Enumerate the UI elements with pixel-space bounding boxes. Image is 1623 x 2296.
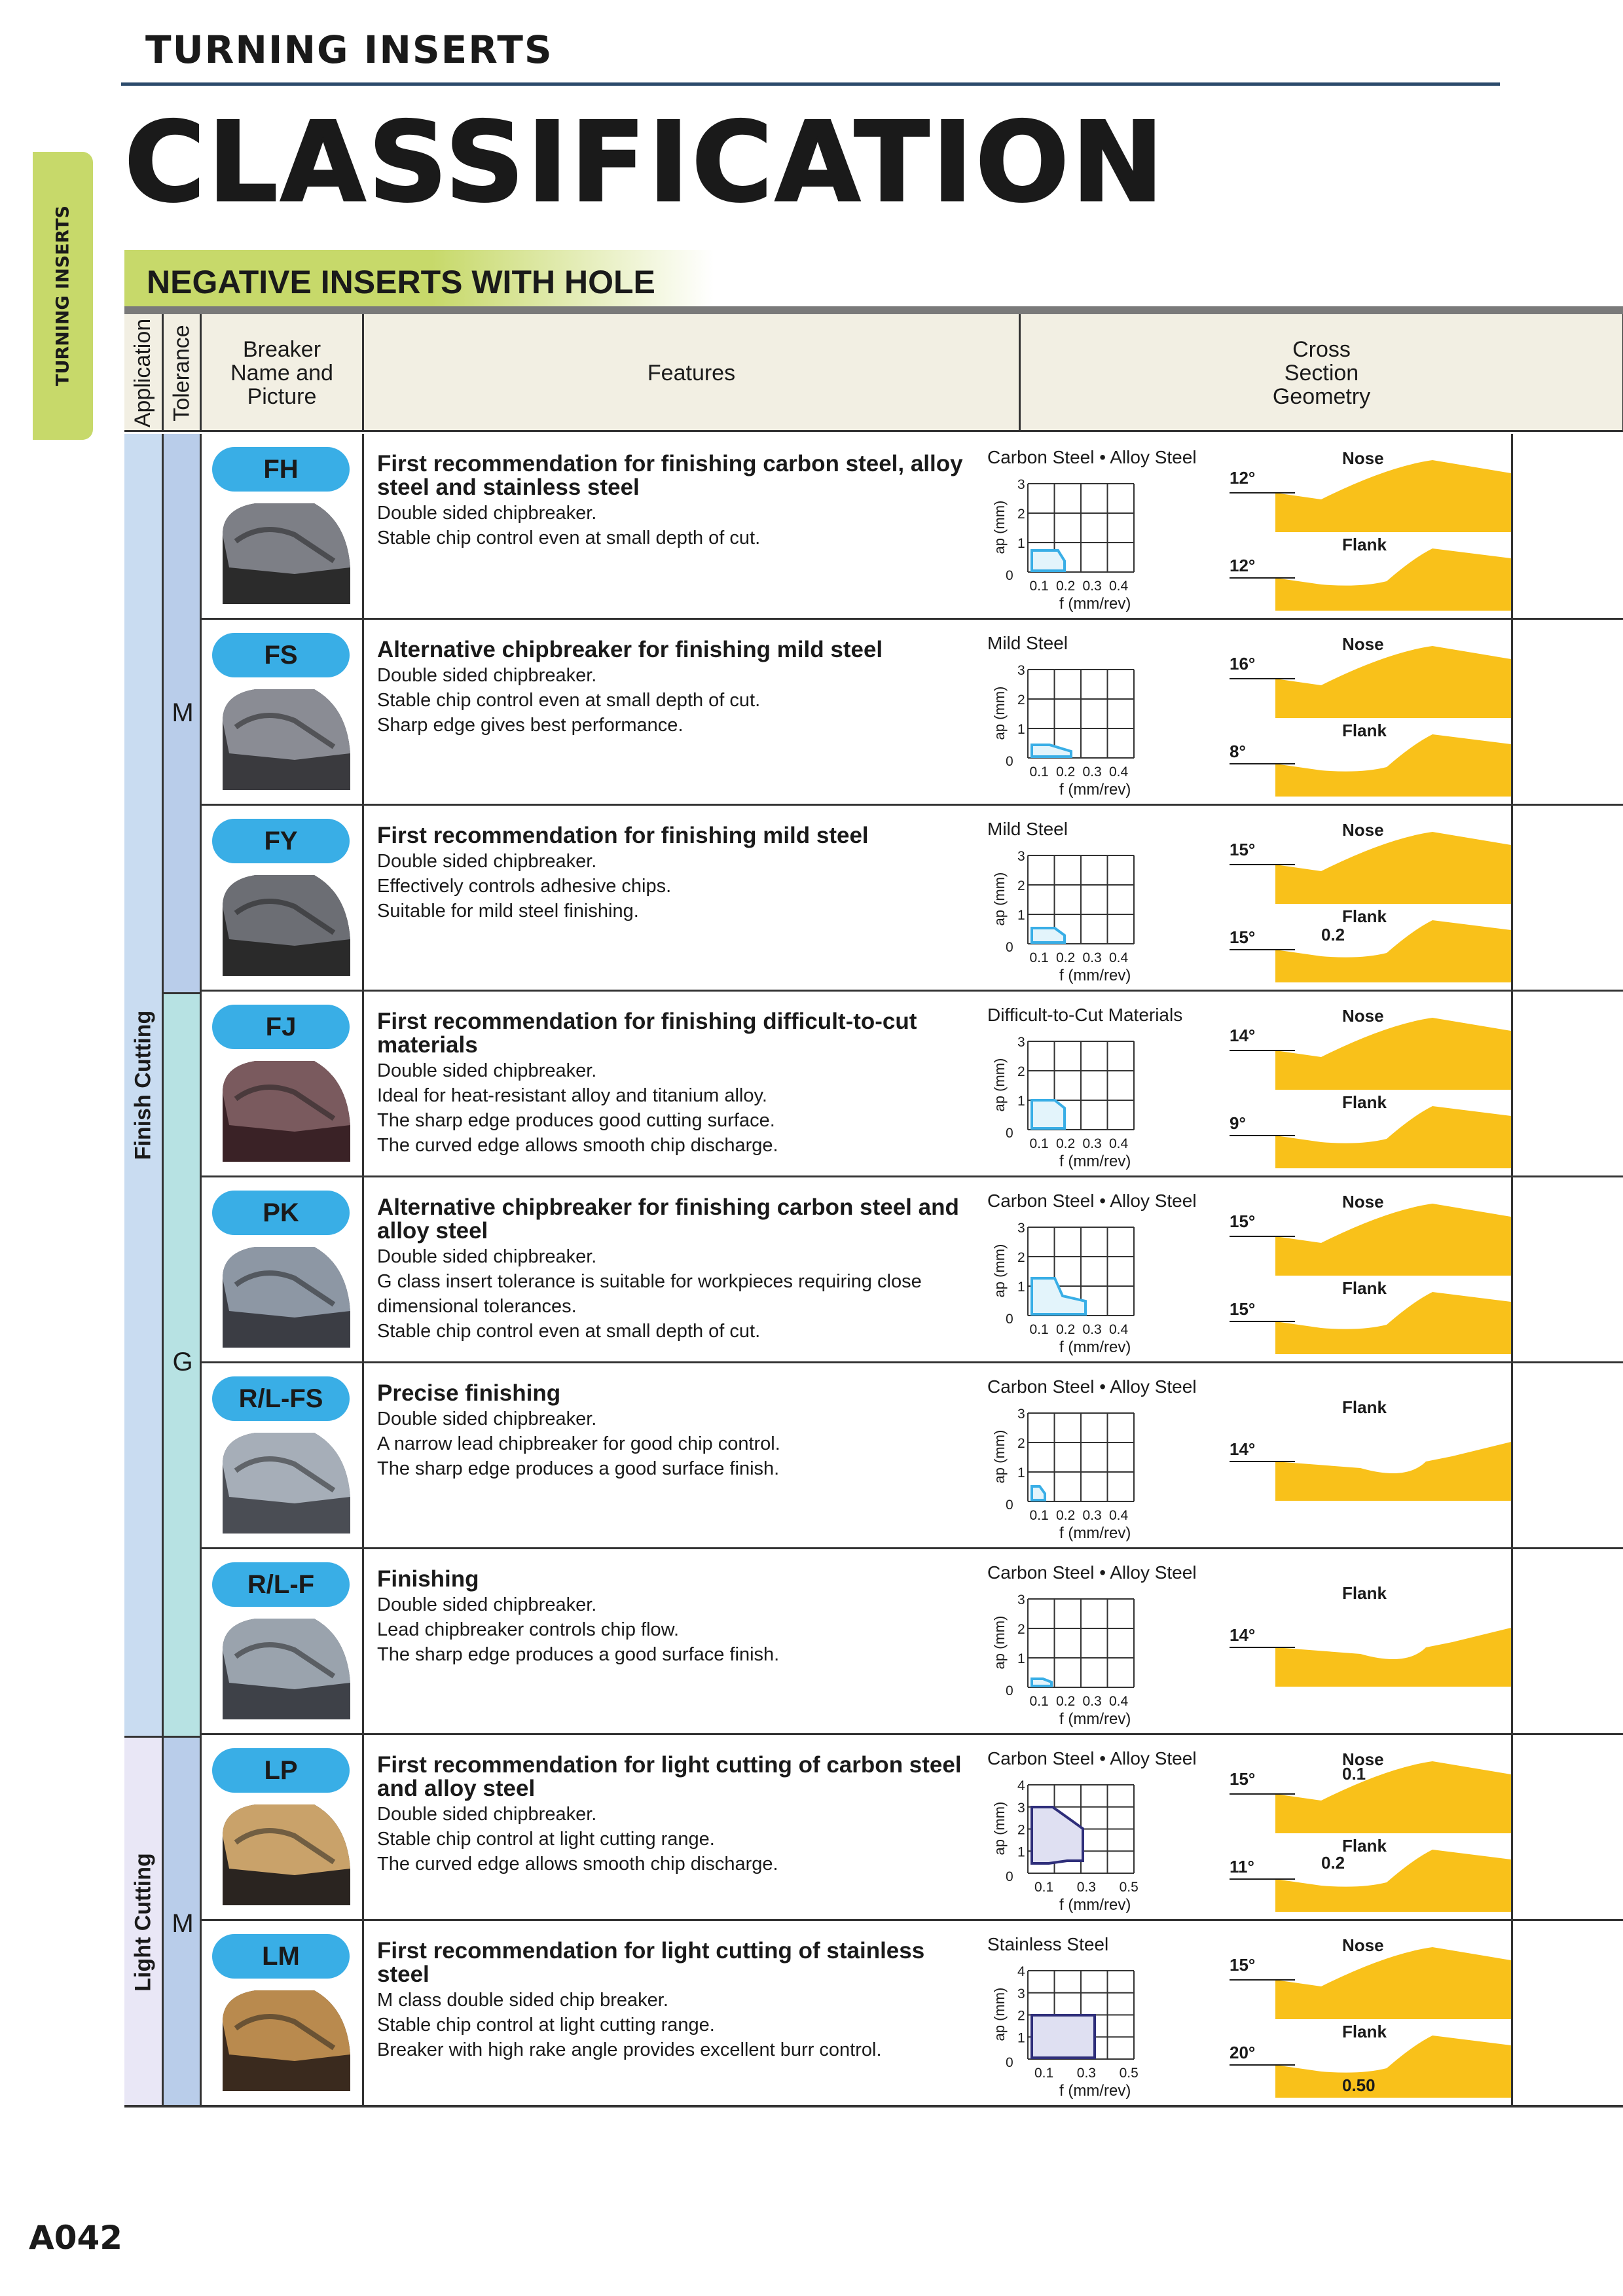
- ap-axis-label: ap (mm): [991, 1429, 1008, 1484]
- nose-angle: 14°: [1230, 1026, 1256, 1045]
- feature-line: Double sided chipbreaker.: [377, 1246, 597, 1267]
- f-axis-label: f (mm/rev): [1059, 1710, 1131, 1728]
- f-axis-label: f (mm/rev): [1059, 595, 1131, 613]
- nose-label: Nose: [1342, 820, 1384, 840]
- cross-section-geometry: [1190, 1742, 1511, 1912]
- breaker-row: [202, 806, 1623, 992]
- chip-control-graph: [987, 1393, 1184, 1551]
- f-tick: 0.1: [1029, 1322, 1049, 1337]
- ap-axis-label: ap (mm): [991, 1801, 1008, 1856]
- f-tick: 0.1: [1034, 1880, 1054, 1895]
- feature-line: The curved edge allows smooth chip discharge.: [377, 1135, 778, 1156]
- flank-label: Flank: [1342, 1092, 1387, 1112]
- feature-line: Double sided chipbreaker.: [377, 503, 597, 524]
- f-axis-label: f (mm/rev): [1059, 1896, 1131, 1914]
- graph-zero: 0: [1006, 568, 1013, 583]
- feature-title: First recommendation for finishing carbon steel, alloy steel and stainless steel: [377, 451, 963, 500]
- flank-profile: [1275, 1628, 1511, 1687]
- insert-picture: [216, 1239, 354, 1348]
- f-tick: 0.2: [1056, 764, 1076, 780]
- nose-profile: [1275, 832, 1511, 904]
- feature-line: Double sided chipbreaker.: [377, 665, 597, 686]
- flank-dimension: 0.2: [1321, 1853, 1345, 1873]
- tol-g-cell: [164, 992, 202, 1736]
- header-rule: [121, 82, 1500, 86]
- f-tick: 0.3: [1082, 579, 1102, 594]
- header-tolerance: Tolerance: [164, 314, 202, 432]
- chip-control-area: [1032, 1100, 1065, 1128]
- chip-control-graph: [987, 1579, 1184, 1736]
- material-label: Carbon Steel • Alloy Steel: [987, 1376, 1197, 1397]
- app-finish-cell: [124, 434, 164, 1736]
- nose-profile: [1275, 1947, 1511, 2019]
- graph-zero: 0: [1006, 1498, 1013, 1513]
- flank-label: Flank: [1342, 2022, 1387, 2041]
- feature-line: Double sided chipbreaker.: [377, 1804, 597, 1825]
- feature-line: dimensional tolerances.: [377, 1296, 577, 1317]
- f-tick: 0.4: [1109, 579, 1129, 594]
- breaker-row: [202, 1735, 1623, 1921]
- feature-line: M class double sided chip breaker.: [377, 1990, 668, 2011]
- subsection-title: NEGATIVE INSERTS WITH HOLE: [147, 264, 655, 300]
- graph-zero: 0: [1006, 2055, 1013, 2070]
- material-label: Carbon Steel • Alloy Steel: [987, 447, 1197, 467]
- nose-dimension: 0.50: [1342, 2075, 1376, 2095]
- chip-control-area: [1032, 1486, 1045, 1500]
- feature-list: [377, 849, 966, 924]
- ap-axis-label: ap (mm): [991, 686, 1008, 740]
- flank-profile: [1275, 734, 1511, 797]
- graph-zero: 0: [1006, 1126, 1013, 1141]
- ap-tick: 2: [1017, 507, 1025, 522]
- ap-tick: 3: [1017, 1035, 1025, 1050]
- breaker-name-pill[interactable]: FY: [212, 819, 350, 863]
- nose-angle: 15°: [1230, 1955, 1256, 1975]
- chip-control-graph: [987, 650, 1184, 807]
- feature-title: Alternative chipbreaker for finishing carbon steel and alloy steel: [377, 1194, 959, 1244]
- f-tick: 0.3: [1082, 1136, 1102, 1151]
- tol-g-label: G: [172, 1348, 193, 1376]
- ap-axis-label: ap (mm): [991, 500, 1008, 554]
- f-tick: 0.2: [1056, 1322, 1076, 1337]
- nose-angle: 15°: [1230, 1769, 1256, 1789]
- ap-tick: 2: [1017, 1250, 1025, 1265]
- feature-title: First recommendation for finishing difficult-to-cut materials: [377, 1009, 917, 1058]
- section-title: TURNING INSERTS: [145, 27, 553, 72]
- cross-section-geometry: [1190, 812, 1511, 982]
- breaker-row: [202, 434, 1623, 620]
- f-tick: 0.3: [1076, 1880, 1097, 1895]
- f-tick: 0.4: [1109, 1322, 1129, 1337]
- f-axis-label: f (mm/rev): [1059, 781, 1131, 798]
- ap-tick: 1: [1017, 1651, 1025, 1666]
- material-label: Carbon Steel • Alloy Steel: [987, 1748, 1197, 1768]
- chip-control-graph: [987, 464, 1184, 621]
- feature-title: First recommendation for finishing mild steel: [377, 823, 869, 848]
- f-tick: 0.3: [1082, 1508, 1102, 1523]
- ap-tick: 3: [1017, 849, 1025, 864]
- f-tick: 0.4: [1109, 1136, 1129, 1151]
- feature-line: Stable chip control even at small depth of cut.: [377, 1321, 761, 1342]
- material-label: Carbon Steel • Alloy Steel: [987, 1562, 1197, 1583]
- insert-picture: [216, 1053, 354, 1162]
- graph-zero: 0: [1006, 754, 1013, 769]
- feature-line: Suitable for mild steel finishing.: [377, 901, 639, 922]
- flank-angle: 15°: [1230, 927, 1256, 947]
- feature-line: Lead chipbreaker controls chip flow.: [377, 1619, 680, 1640]
- breaker-row: [202, 1363, 1623, 1549]
- page-title: CLASSIFICATION: [124, 98, 1167, 226]
- feature-title: First recommendation for light cutting of carbon steel and alloy steel: [377, 1752, 962, 1801]
- chip-control-graph: [987, 1951, 1184, 2108]
- ap-axis-label: ap (mm): [991, 1987, 1008, 2041]
- chip-control-area: [1032, 2015, 1095, 2058]
- feature-title: Finishing: [377, 1566, 479, 1592]
- app-light-cell: [124, 1736, 164, 2107]
- cross-section-geometry: [1190, 998, 1511, 1168]
- f-tick: 0.4: [1109, 1694, 1129, 1709]
- ap-tick: 1: [1017, 1844, 1025, 1860]
- table-bottom-rule: [124, 2105, 1623, 2108]
- breaker-name-pill[interactable]: R/L-FS: [212, 1376, 350, 1421]
- ap-tick: 1: [1017, 2030, 1025, 2046]
- feature-list: [377, 1592, 966, 1667]
- flank-profile: [1275, 1106, 1511, 1168]
- ap-tick: 2: [1017, 878, 1025, 893]
- flank-profile: [1275, 548, 1511, 611]
- breaker-row: [202, 620, 1623, 806]
- f-tick: 0.2: [1056, 579, 1076, 594]
- ap-tick: 1: [1017, 722, 1025, 737]
- side-tab[interactable]: [33, 152, 93, 440]
- ap-tick: 3: [1017, 1221, 1025, 1236]
- graph-zero: 0: [1006, 1683, 1013, 1698]
- chip-control-area: [1032, 745, 1071, 757]
- f-tick: 0.1: [1029, 1508, 1049, 1523]
- nose-angle: 15°: [1230, 1211, 1256, 1231]
- ap-tick: 1: [1017, 1280, 1025, 1295]
- ap-tick: 1: [1017, 1094, 1025, 1109]
- tol-m2-cell: [164, 1736, 202, 2107]
- breaker-row: [202, 992, 1623, 1177]
- breaker-row: [202, 1177, 1623, 1363]
- ap-tick: 1: [1017, 536, 1025, 551]
- feature-line: The curved edge allows smooth chip discharge.: [377, 1854, 778, 1874]
- feature-list: [377, 1058, 966, 1158]
- f-tick: 0.2: [1056, 1694, 1076, 1709]
- feature-line: Stable chip control even at small depth of cut.: [377, 690, 761, 711]
- insert-picture: [216, 1425, 354, 1534]
- nose-angle: 12°: [1230, 468, 1256, 488]
- f-tick: 0.1: [1034, 2066, 1054, 2081]
- graph-zero: 0: [1006, 940, 1013, 955]
- feature-line: Double sided chipbreaker.: [377, 851, 597, 872]
- feature-line: Double sided chipbreaker.: [377, 1594, 597, 1615]
- flank-angle: 12°: [1230, 556, 1256, 575]
- header-application: Application: [124, 314, 164, 432]
- chip-control-area: [1032, 1679, 1051, 1686]
- ap-tick: 2: [1017, 692, 1025, 708]
- header-cross-section: Cross Section Geometry: [1021, 314, 1623, 432]
- material-label: Stainless Steel: [987, 1934, 1109, 1954]
- subsection-bar: [124, 250, 1623, 309]
- feature-line: Double sided chipbreaker.: [377, 1060, 597, 1081]
- cross-section-geometry: [1190, 440, 1511, 611]
- feature-line: The sharp edge produces a good surface finish.: [377, 1644, 780, 1665]
- f-axis-label: f (mm/rev): [1059, 1524, 1131, 1542]
- ap-axis-label: ap (mm): [991, 1244, 1008, 1298]
- chip-control-area: [1032, 550, 1065, 571]
- f-axis-label: f (mm/rev): [1059, 967, 1131, 984]
- nose-profile: [1275, 1204, 1511, 1276]
- flank-label: Flank: [1342, 1278, 1387, 1298]
- side-tab-label: TURNING INSERTS: [52, 206, 73, 386]
- ap-tick: 3: [1017, 663, 1025, 678]
- flank-profile: [1275, 2036, 1511, 2098]
- ap-tick: 3: [1017, 477, 1025, 492]
- feature-line: The sharp edge produces a good surface finish.: [377, 1458, 780, 1479]
- ap-tick: 2: [1017, 1064, 1025, 1079]
- insert-picture: [216, 1797, 354, 1905]
- insert-picture: [216, 1982, 354, 2091]
- feature-line: The sharp edge produces good cutting surface.: [377, 1110, 775, 1131]
- flank-angle: 20°: [1230, 2043, 1256, 2062]
- nose-label: Nose: [1342, 1006, 1384, 1026]
- nose-profile: [1275, 460, 1511, 532]
- feature-line: Ideal for heat-resistant alloy and titanium alloy.: [377, 1085, 767, 1106]
- table-header: [124, 314, 1623, 432]
- cross-section-geometry: [1190, 1556, 1511, 1726]
- flank-label: Flank: [1342, 1583, 1387, 1603]
- ap-tick: 1: [1017, 1465, 1025, 1480]
- ap-tick: 2: [1017, 1822, 1025, 1838]
- feature-list: [377, 1244, 966, 1344]
- feature-line: Breaker with high rake angle provides excellent burr control.: [377, 2039, 882, 2060]
- tol-m2-label: M: [172, 1909, 194, 1938]
- f-tick: 0.4: [1109, 950, 1129, 965]
- f-tick: 0.3: [1076, 2066, 1097, 2081]
- ap-tick: 2: [1017, 1622, 1025, 1637]
- f-axis-label: f (mm/rev): [1059, 1338, 1131, 1356]
- flank-angle: 14°: [1230, 1625, 1256, 1645]
- insert-picture: [216, 867, 354, 976]
- ap-tick: 1: [1017, 908, 1025, 923]
- flank-label: Flank: [1342, 1397, 1387, 1417]
- ap-tick: 3: [1017, 1407, 1025, 1422]
- graph-zero: 0: [1006, 1869, 1013, 1884]
- flank-label: Flank: [1342, 1836, 1387, 1856]
- flank-angle: 11°: [1230, 1857, 1254, 1876]
- breaker-name-pill[interactable]: FH: [212, 447, 350, 492]
- ap-tick: 4: [1017, 1778, 1025, 1793]
- flank-label: Flank: [1342, 906, 1387, 926]
- chip-control-graph: [987, 1022, 1184, 1179]
- flank-label: Flank: [1342, 535, 1387, 554]
- f-tick: 0.3: [1082, 1694, 1102, 1709]
- flank-angle: 14°: [1230, 1439, 1256, 1459]
- breaker-name-pill[interactable]: PK: [212, 1191, 350, 1235]
- header-features: Features: [364, 314, 1021, 432]
- f-tick: 0.2: [1056, 1508, 1076, 1523]
- tol-m-label: M: [172, 698, 194, 727]
- ap-tick: 3: [1017, 1800, 1025, 1816]
- feature-line: G class insert tolerance is suitable for workpieces requiring close: [377, 1271, 922, 1292]
- f-tick: 0.3: [1082, 950, 1102, 965]
- breaker-row: [202, 1921, 1623, 2107]
- flank-profile: [1275, 1850, 1511, 1912]
- flank-profile: [1275, 1292, 1511, 1354]
- f-tick: 0.1: [1029, 1694, 1049, 1709]
- ap-tick: 4: [1017, 1964, 1025, 1979]
- ap-axis-label: ap (mm): [991, 1615, 1008, 1670]
- chip-control-area: [1032, 928, 1065, 942]
- flank-angle: 9°: [1230, 1113, 1246, 1133]
- nose-label: Nose: [1342, 1935, 1384, 1955]
- feature-list: [377, 501, 966, 550]
- material-label: Mild Steel: [987, 633, 1068, 653]
- feature-title: Precise finishing: [377, 1380, 561, 1406]
- subsection-rule: [124, 306, 1623, 314]
- insert-picture: [216, 495, 354, 604]
- material-label: Mild Steel: [987, 819, 1068, 839]
- f-axis-label: f (mm/rev): [1059, 2082, 1131, 2100]
- breaker-name-pill[interactable]: LM: [212, 1934, 350, 1979]
- feature-line: Double sided chipbreaker.: [377, 1408, 597, 1429]
- feature-line: A narrow lead chipbreaker for good chip control.: [377, 1433, 780, 1454]
- material-label: Difficult-to-Cut Materials: [987, 1005, 1183, 1025]
- material-label: Carbon Steel • Alloy Steel: [987, 1191, 1197, 1211]
- f-tick: 0.2: [1056, 1136, 1076, 1151]
- f-tick: 0.3: [1082, 1322, 1102, 1337]
- f-tick: 0.4: [1109, 1508, 1129, 1523]
- f-axis-label: f (mm/rev): [1059, 1153, 1131, 1170]
- insert-picture: [216, 681, 354, 790]
- flank-angle: 15°: [1230, 1299, 1256, 1319]
- feature-list: [377, 663, 966, 738]
- cross-section-geometry: [1190, 1184, 1511, 1354]
- ap-tick: 2: [1017, 1436, 1025, 1451]
- page-number: A042: [29, 2219, 123, 2257]
- breaker-name-pill[interactable]: LP: [212, 1748, 350, 1793]
- app-finish-label: Finish Cutting: [130, 1010, 155, 1160]
- feature-title: Alternative chipbreaker for finishing mild steel: [377, 637, 883, 662]
- f-tick: 0.1: [1029, 950, 1049, 965]
- f-tick: 0.2: [1056, 950, 1076, 965]
- f-tick: 0.4: [1109, 764, 1129, 780]
- nose-label: Nose: [1342, 448, 1384, 468]
- feature-list: [377, 1802, 966, 1876]
- chip-control-graph: [987, 1208, 1184, 1365]
- nose-profile: [1275, 646, 1511, 718]
- chip-control-area: [1032, 1807, 1083, 1863]
- flank-profile: [1275, 1442, 1511, 1501]
- feature-line: Stable chip control even at small depth of cut.: [377, 528, 761, 548]
- flank-label: Flank: [1342, 721, 1387, 740]
- nose-profile: [1275, 1761, 1511, 1833]
- header-breaker: Breaker Name and Picture: [202, 314, 364, 432]
- nose-label: Nose: [1342, 634, 1384, 654]
- cross-section-geometry: [1190, 1928, 1511, 2098]
- chip-control-graph: [987, 836, 1184, 993]
- ap-tick: 3: [1017, 1592, 1025, 1607]
- feature-line: Stable chip control at light cutting range.: [377, 1829, 715, 1850]
- cross-section-geometry: [1190, 626, 1511, 797]
- nose-angle: 16°: [1230, 654, 1256, 673]
- nose-label: Nose: [1342, 1192, 1384, 1211]
- flank-profile: [1275, 920, 1511, 982]
- f-tick: 0.5: [1119, 1880, 1139, 1895]
- chip-control-graph: [987, 1765, 1184, 1922]
- ap-tick: 3: [1017, 1986, 1025, 2001]
- breaker-name-pill[interactable]: FS: [212, 633, 350, 677]
- ap-axis-label: ap (mm): [991, 872, 1008, 926]
- nose-angle: 15°: [1230, 840, 1256, 859]
- breaker-name-pill[interactable]: FJ: [212, 1005, 350, 1049]
- f-tick: 0.1: [1029, 764, 1049, 780]
- nose-profile: [1275, 1018, 1511, 1090]
- chip-control-area: [1032, 1278, 1085, 1314]
- ap-axis-label: ap (mm): [991, 1058, 1008, 1112]
- f-tick: 0.1: [1029, 1136, 1049, 1151]
- breaker-row: [202, 1549, 1623, 1735]
- feature-list: [377, 1407, 966, 1481]
- flank-dimension: 0.2: [1321, 925, 1345, 944]
- feature-title: First recommendation for light cutting of stainless steel: [377, 1938, 925, 1987]
- flank-angle: 8°: [1230, 742, 1246, 761]
- tol-m-cell: [164, 434, 202, 992]
- breaker-name-pill[interactable]: R/L-F: [212, 1562, 350, 1607]
- feature-line: Sharp edge gives best performance.: [377, 715, 684, 736]
- f-tick: 0.3: [1082, 764, 1102, 780]
- feature-list: [377, 1988, 966, 2062]
- nose-dimension: 0.1: [1342, 1764, 1366, 1784]
- f-tick: 0.1: [1029, 579, 1049, 594]
- ap-tick: 2: [1017, 2008, 1025, 2024]
- graph-zero: 0: [1006, 1312, 1013, 1327]
- feature-line: Stable chip control at light cutting range.: [377, 2015, 715, 2036]
- insert-picture: [216, 1611, 354, 1719]
- f-tick: 0.5: [1119, 2066, 1139, 2081]
- feature-line: Effectively controls adhesive chips.: [377, 876, 672, 897]
- nose-label: Nose: [1342, 1749, 1384, 1769]
- cross-section-geometry: [1190, 1370, 1511, 1540]
- app-light-label: Light Cutting: [130, 1853, 155, 1992]
